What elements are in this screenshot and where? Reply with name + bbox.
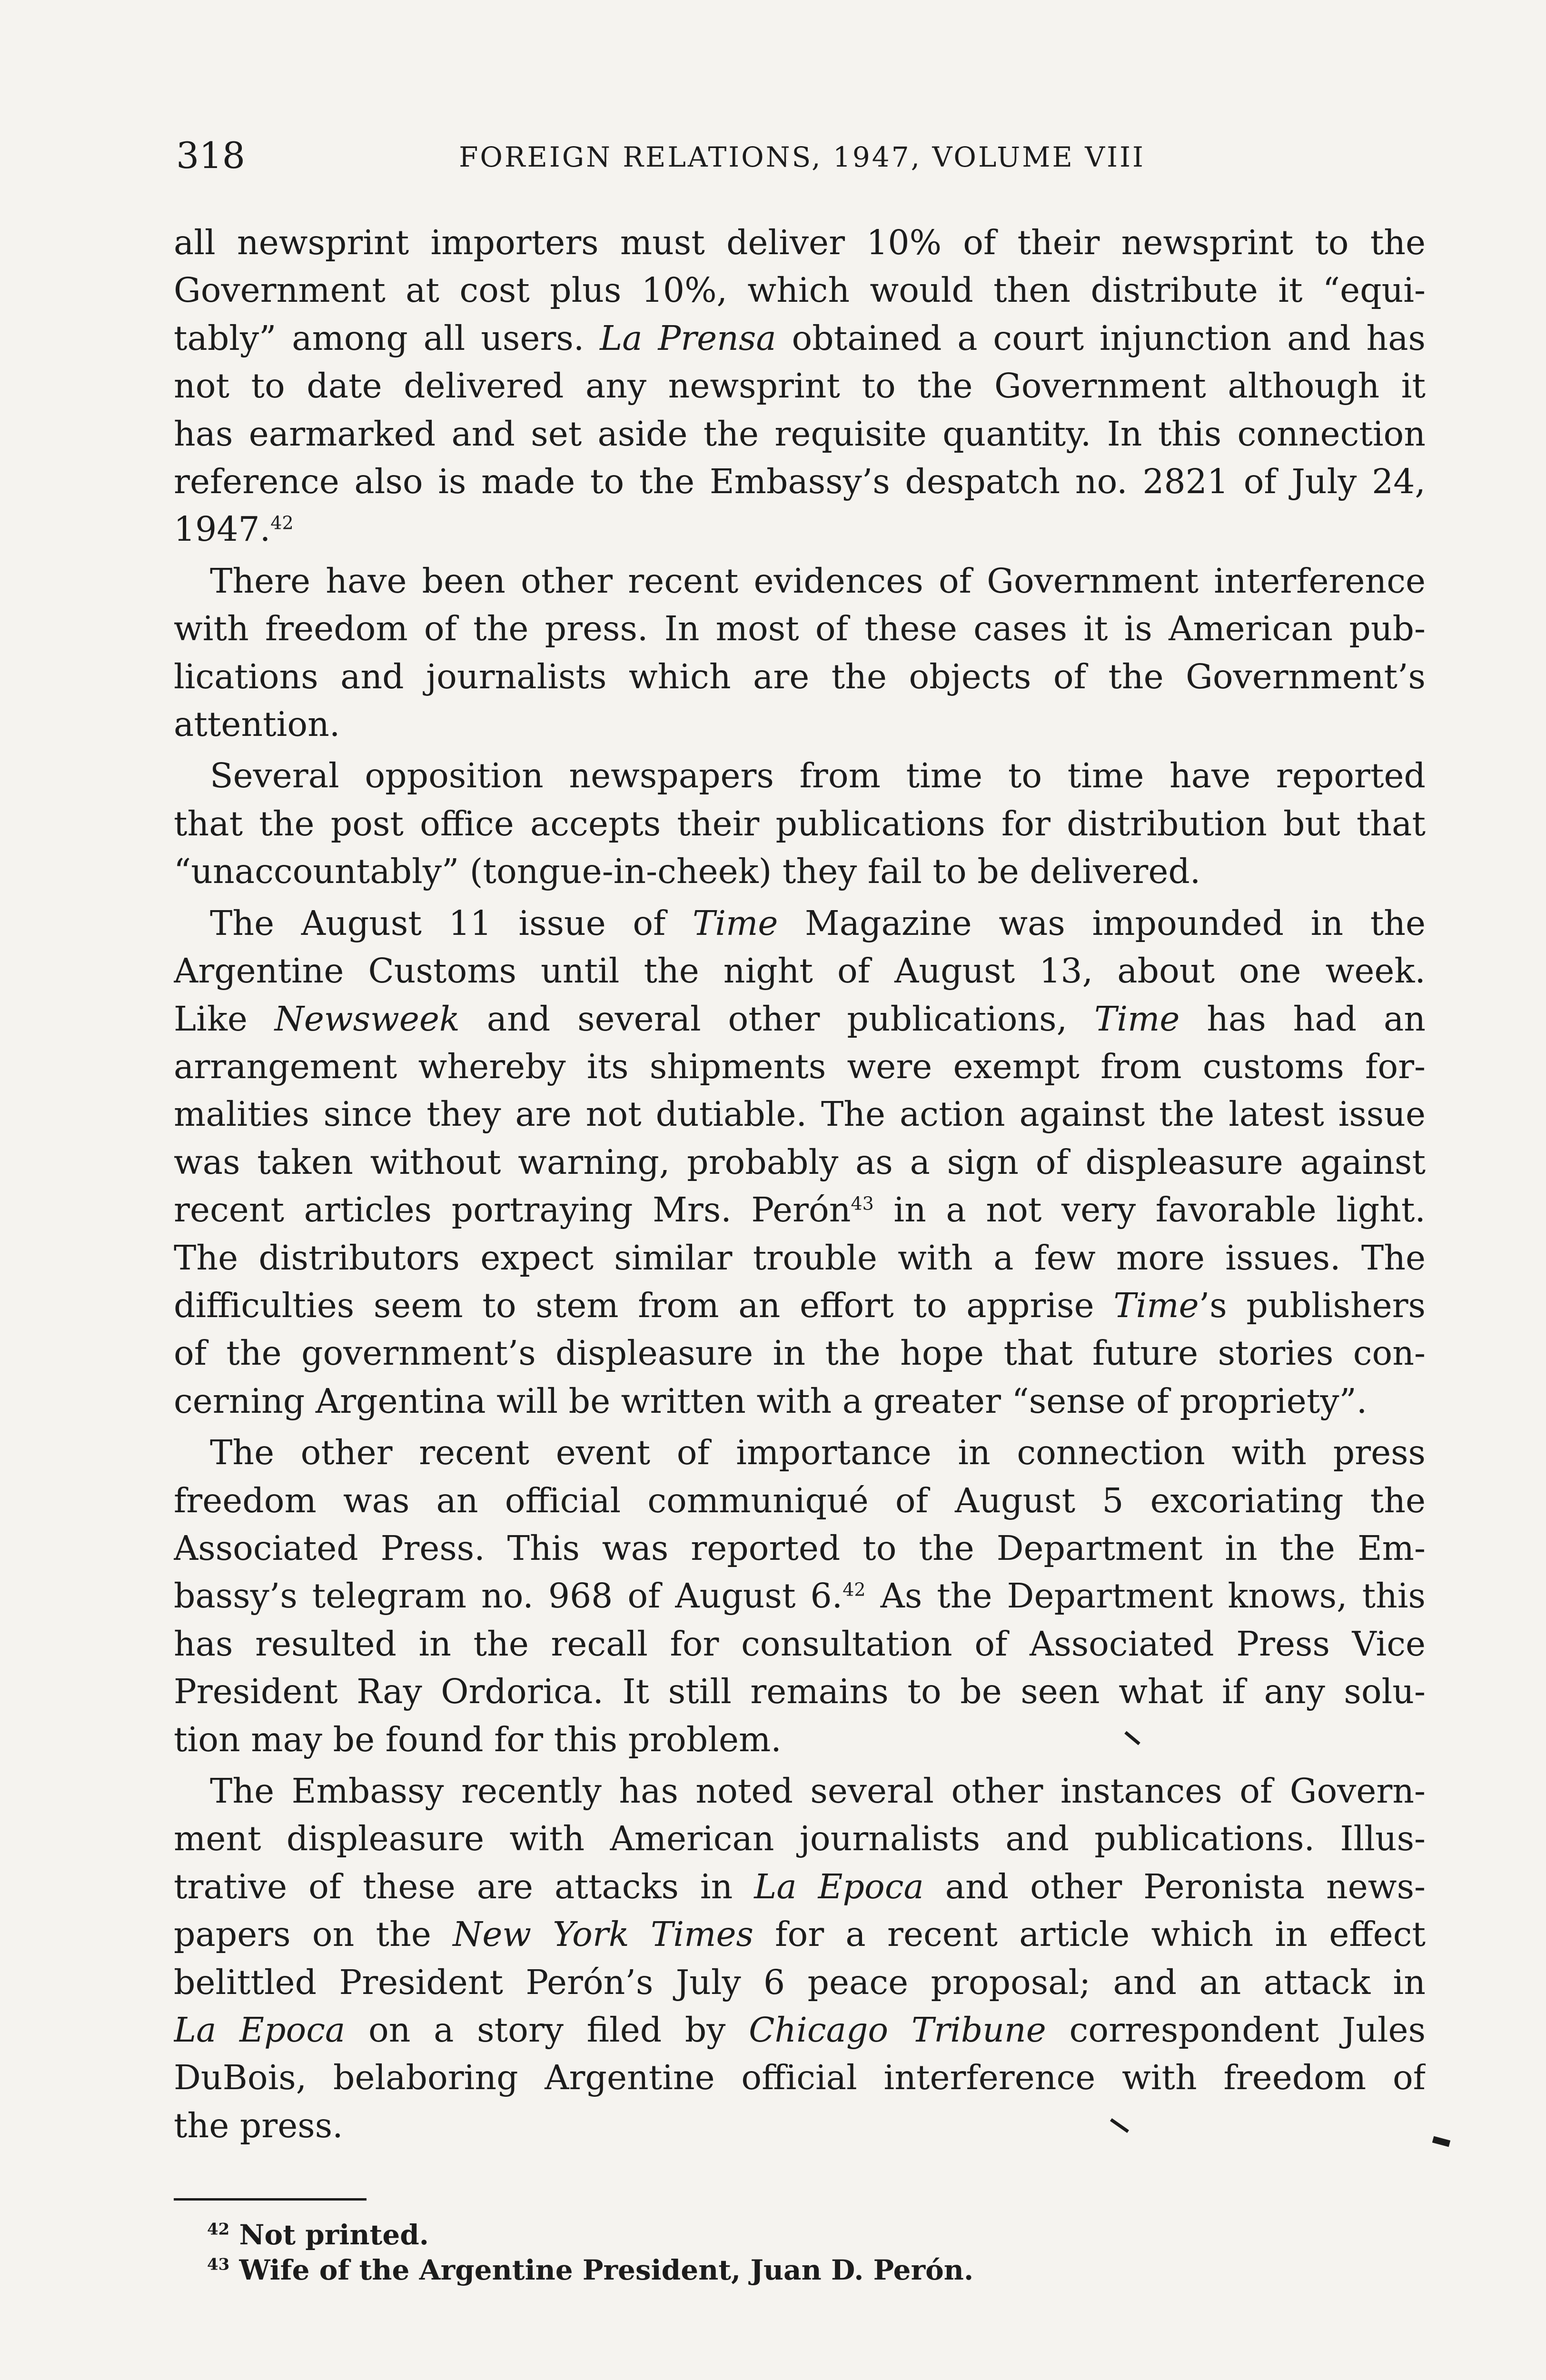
body-text	[174, 219, 1426, 2153]
footnote-ref: 42	[270, 512, 294, 534]
text-line: attention.	[174, 704, 340, 744]
text-line: with freedom of the press. In most of these cases it is American pub-	[174, 609, 1426, 649]
text-line: Government at cost plus 10%, which would then distribute it “equi-	[174, 270, 1426, 310]
italic-title: Time	[693, 903, 778, 943]
italic-title: La Epoca	[174, 2010, 346, 2050]
text-line: “unaccountably” (tongue-in-cheek) they fail to be delivered.	[174, 852, 1201, 892]
paragraph-6	[174, 1767, 1426, 2150]
italic-title: Newsweek	[274, 999, 460, 1039]
text-line: belittled President Perón’s July 6 peace proposal; and an attack in	[174, 1962, 1426, 2002]
text-line: that the post office accepts their publications for distribution but that	[174, 803, 1426, 843]
paragraph-1	[174, 219, 1426, 554]
ink-mark	[1432, 2136, 1450, 2147]
text-line: Associated Press. This was reported to the Department in the Em-	[174, 1528, 1426, 1568]
text-line: arrangement whereby its shipments were exempt from customs for-	[174, 1046, 1426, 1086]
paragraph-2	[174, 557, 1426, 749]
footnotes	[174, 2217, 1126, 2288]
text-line: The August 11 issue of Time Magazine was impounded in the	[210, 903, 1426, 943]
italic-title: Time	[1094, 999, 1180, 1039]
text-line: Like Newsweek and several other publications, Time has had an	[174, 999, 1426, 1039]
paragraph-3	[174, 752, 1426, 895]
text-line: tion may be found for this problem.	[174, 1719, 782, 1759]
footnote-divider	[174, 2198, 367, 2201]
text-line: freedom was an official communiqué of August 5 excoriating the	[174, 1480, 1426, 1520]
text-line: DuBois, belaboring Argentine official interference with freedom of	[174, 2058, 1426, 2098]
text-line: all newsprint importers must deliver 10% of their newsprint to the	[174, 223, 1426, 262]
paragraph-4	[174, 900, 1426, 1425]
text-line: tably” among all users. La Prensa obtained a court injunction and has	[174, 318, 1426, 358]
italic-title: Time	[1113, 1285, 1199, 1325]
text-line: trative of these are attacks in La Epoca and other Peronista news-	[174, 1866, 1426, 1906]
paragraph-5	[174, 1429, 1426, 1764]
text-line: 1947.42	[174, 509, 294, 549]
italic-title: La Epoca	[754, 1866, 924, 1906]
text-line: Several opposition newspapers from time to time have reported	[210, 756, 1426, 796]
text-line: the press.	[174, 2105, 343, 2145]
text-line: malities since they are not dutiable. The action against the latest issue	[174, 1094, 1426, 1134]
running-title: FOREIGN RELATIONS, 1947, VOLUME VIII	[459, 141, 1145, 173]
text-line: There have been other recent evidences of Government interference	[210, 561, 1426, 601]
text-line: The Embassy recently has noted several other instances of Govern-	[210, 1771, 1426, 1811]
text-line: difficulties seem to stem from an effort to apprise Time’s publishers	[174, 1285, 1426, 1325]
text-line: La Epoca on a story filed by Chicago Tribune correspondent Jules	[174, 2010, 1426, 2050]
text-line: ment displeasure with American journalists and publications. Illus-	[174, 1819, 1426, 1859]
text-line: reference also is made to the Embassy’s despatch no. 2821 of July 24,	[174, 462, 1426, 502]
footnote-item: $^{43}$ Wife of the Argentine President, Juan D. Perón.	[207, 2254, 974, 2286]
text-line: Argentine Customs until the night of August 13, about one week.	[174, 951, 1426, 991]
footnote-marker: 42	[207, 2220, 230, 2239]
text-line: was taken without warning, probably as a sign of displeasure against	[174, 1142, 1426, 1182]
footnote-marker: 43	[207, 2255, 230, 2274]
text-line: President Ray Ordorica. It still remains to be seen what if any solu-	[174, 1672, 1426, 1712]
italic-title: La Prensa	[600, 318, 776, 358]
page-number: 318	[176, 134, 246, 177]
footnote-ref: 42	[842, 1579, 866, 1600]
running-head	[176, 134, 1428, 187]
footnote-ref: 43	[851, 1193, 874, 1214]
text-line: not to date delivered any newsprint to the Government although it	[174, 366, 1426, 406]
text-line: papers on the New York Times for a recent article which in effect	[174, 1914, 1426, 1954]
text-line: of the government’s displeasure in the hope that future stories con-	[174, 1333, 1426, 1373]
footnote-item: $^{42}$ Not printed.	[207, 2219, 429, 2251]
text-line: cerning Argentina will be written with a greater “sense of propriety”.	[174, 1381, 1368, 1421]
text-line: has resulted in the recall for consultation of Associated Press Vice	[174, 1624, 1426, 1664]
italic-title: Chicago Tribune	[749, 2010, 1046, 2050]
text-line: The other recent event of importance in connection with press	[210, 1433, 1426, 1473]
text-line: bassy’s telegram no. 968 of August 6.42 As the Department knows, this	[174, 1576, 1426, 1616]
text-line: The distributors expect similar trouble with a few more issues. The	[174, 1238, 1426, 1278]
italic-title: New York Times	[453, 1914, 753, 1954]
text-line: lications and journalists which are the objects of the Government’s	[174, 656, 1426, 696]
text-line: recent articles portraying Mrs. Perón$^{43}$ in a not very favorable light.	[174, 1190, 1426, 1230]
text-line: has earmarked and set aside the requisite quantity. In this connection	[174, 414, 1426, 454]
